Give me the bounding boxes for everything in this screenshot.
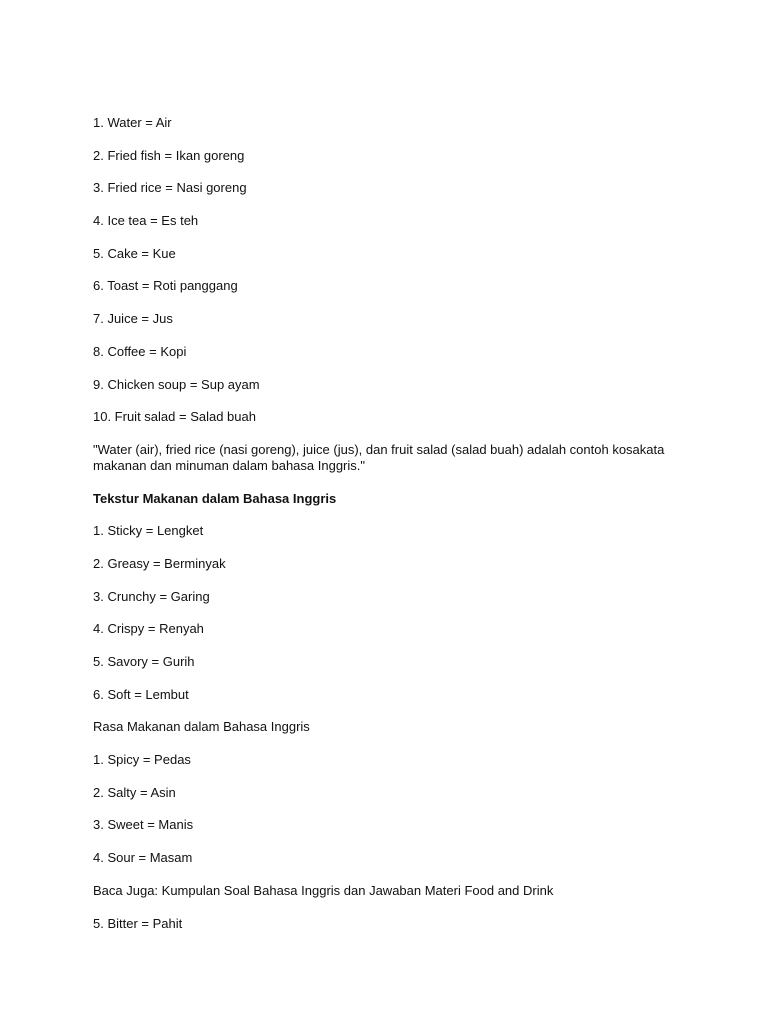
list-item: 6. Toast = Roti panggang xyxy=(93,278,238,294)
list-item: 3. Crunchy = Garing xyxy=(93,588,210,604)
list-item: 4. Crispy = Renyah xyxy=(93,621,204,637)
read-also-text: Baca Juga: Kumpulan Soal Bahasa Inggris dan Jawaban Materi Food and Drink xyxy=(93,882,554,898)
list-item: 1. Spicy = Pedas xyxy=(93,752,191,768)
list-item: 3. Fried rice = Nasi goreng xyxy=(93,180,247,196)
list-item: 2. Fried fish = Ikan goreng xyxy=(93,147,245,163)
list-item: 5. Savory = Gurih xyxy=(93,654,195,669)
texture-heading: Tekstur Makanan dalam Bahasa Inggris xyxy=(93,490,337,506)
list-item: 1. Sticky = Lengket xyxy=(93,523,204,539)
list-item: 10. Fruit salad = Salad buah xyxy=(93,409,256,425)
list-item: 5. Cake = Kue xyxy=(93,245,176,261)
list-item: 4. Sour = Masam xyxy=(93,850,193,866)
list-item: 8. Coffee = Kopi xyxy=(93,343,187,359)
list-item: 6. Soft = Lembut xyxy=(93,686,189,702)
example-paragraph: "Water (air), fried rice (nasi goreng), juice (jus), dan fruit salad (salad buah) adalah contoh kosakata makanan dan minuman dalam bahasa Inggris." xyxy=(93,441,665,473)
list-item: 3. Sweet = Manis xyxy=(93,817,194,833)
list-item: 5. Bitter = Pahit xyxy=(93,915,183,931)
list-item: 2. Salty = Asin xyxy=(93,784,176,800)
list-item: 7. Juice = Jus xyxy=(93,311,173,327)
list-item: 2. Greasy = Berminyak xyxy=(93,555,226,571)
list-item: 4. Ice tea = Es teh xyxy=(93,213,199,229)
document-page xyxy=(93,115,683,948)
list-item: 9. Chicken soup = Sup ayam xyxy=(93,376,260,392)
list-item: 1. Water = Air xyxy=(93,115,172,130)
taste-heading: Rasa Makanan dalam Bahasa Inggris xyxy=(93,719,310,735)
